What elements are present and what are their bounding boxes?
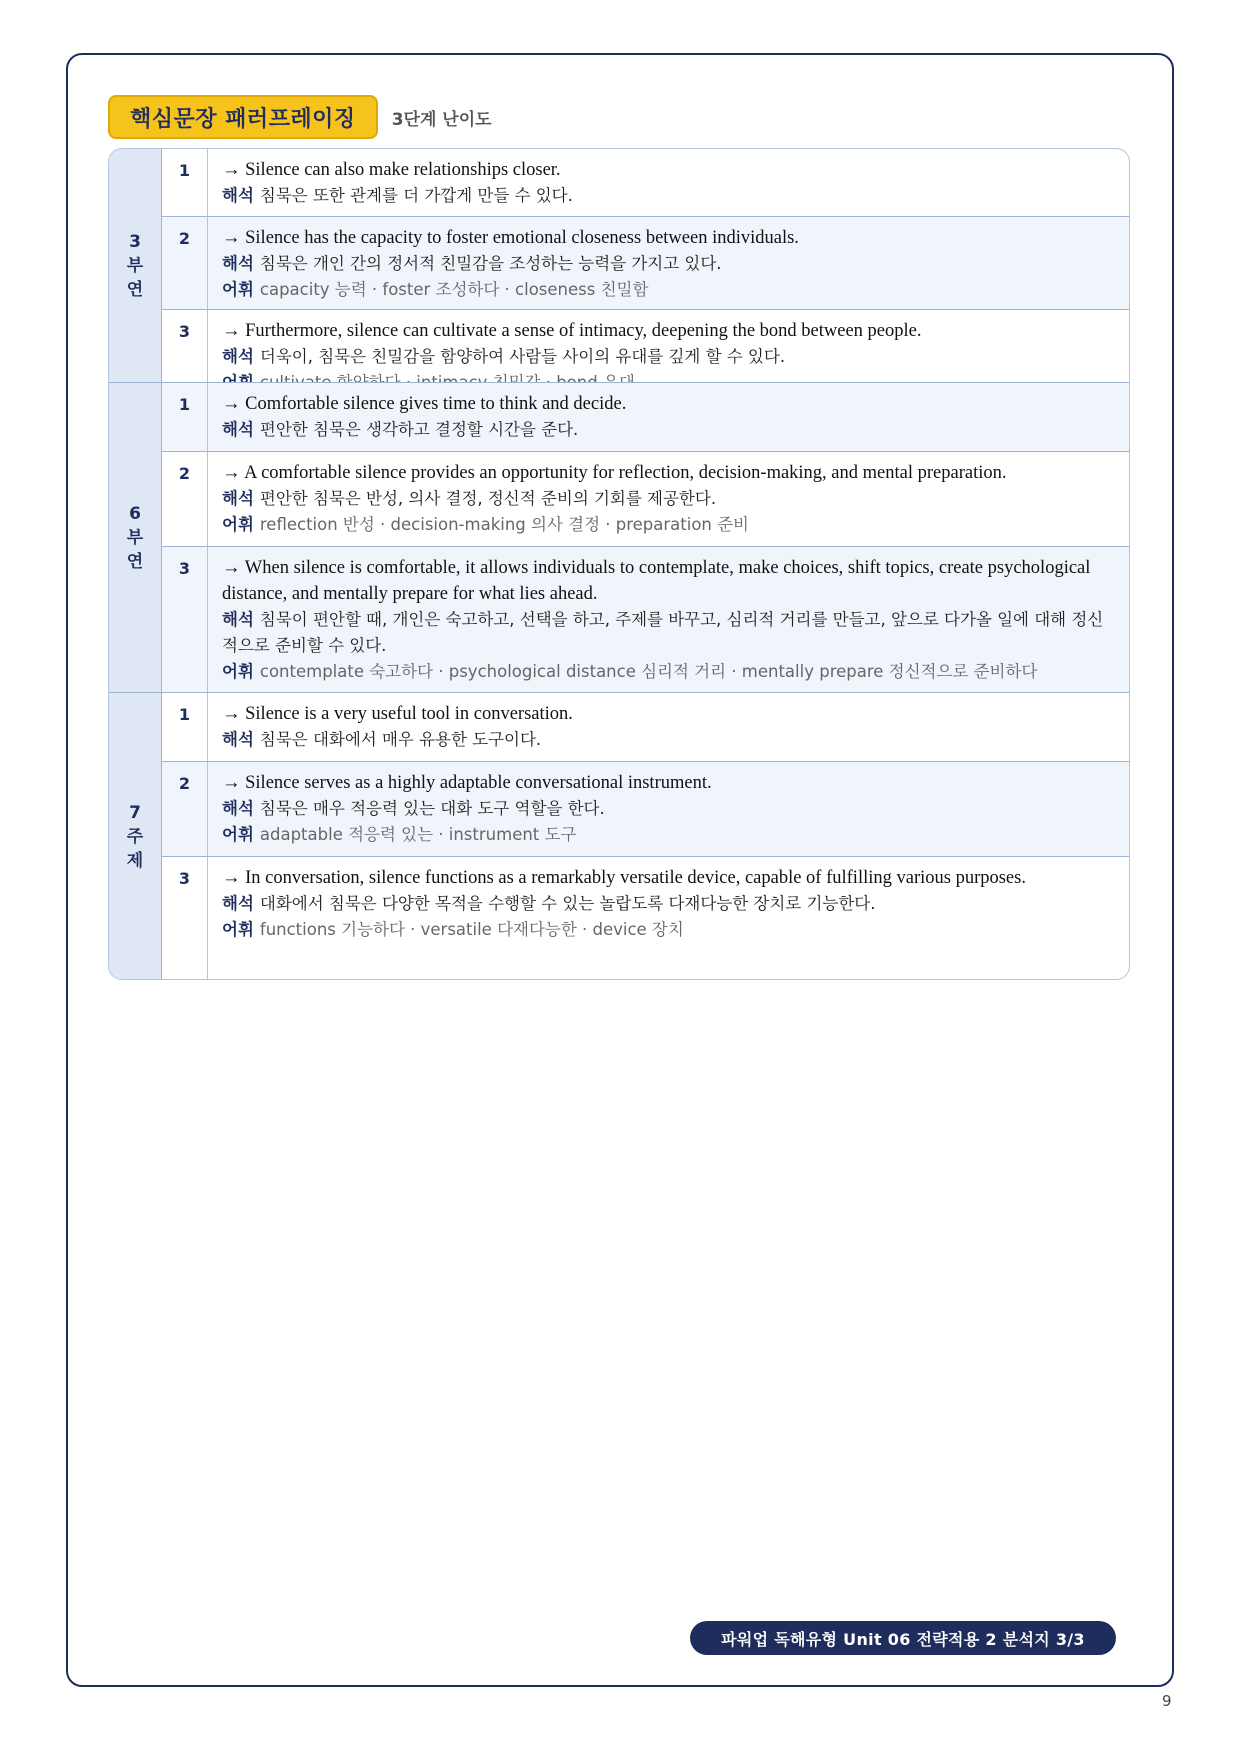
group-paragraph-6 [109, 382, 1130, 692]
korean-translation: 침묵은 개인 간의 정서적 친밀감을 조성하는 능력을 가지고 있다. [259, 254, 722, 273]
vocabulary-tag: 어휘 [222, 515, 254, 534]
row-number: 3 [162, 547, 208, 692]
row-number: 2 [162, 452, 208, 546]
korean-translation: 편안한 침묵은 생각하고 결정할 시간을 준다. [259, 420, 579, 439]
footer-unit-label: 파워업 독해유형 Unit 06 전략적용 2 분석지 3/3 [690, 1621, 1116, 1655]
section-title-badge: 핵심문장 패러프레이징 [108, 95, 378, 139]
interpretation-tag: 해석 [222, 254, 254, 273]
english-sentence: → Silence serves as a highly adaptable conversational instrument. [222, 773, 712, 793]
sentence-row [162, 546, 1130, 692]
group-label: 6 부 연 [109, 383, 162, 692]
korean-translation: 침묵은 매우 적응력 있는 대화 도구 역할을 한다. [259, 799, 605, 818]
vocabulary-list: functions 기능하다 · versatile 다재다능한 · device 장치 [259, 920, 684, 939]
english-sentence: → A comfortable silence provides an opportunity for reflection, decision-making, and mental preparation. [222, 463, 1007, 483]
interpretation-tag: 해석 [222, 489, 254, 508]
sentence-row [162, 761, 1130, 856]
english-sentence: → Silence is a very useful tool in conversation. [222, 704, 573, 724]
interpretation-tag: 해석 [222, 347, 254, 366]
group-label: 7 주 제 [109, 693, 162, 980]
english-sentence: → Comfortable silence gives time to think and decide. [222, 394, 627, 414]
sentence-row [162, 856, 1130, 980]
interpretation-tag: 해석 [222, 186, 254, 205]
korean-translation: 침묵은 또한 관계를 더 가깝게 만들 수 있다. [259, 186, 573, 205]
vocabulary-list: contemplate 숙고하다 · psychological distance 심리적 거리 · mentally prepare 정신적으로 준비하다 [259, 662, 1038, 681]
korean-translation: 침묵은 대화에서 매우 유용한 도구이다. [259, 730, 542, 749]
interpretation-tag: 해석 [222, 799, 254, 818]
sentence-row [162, 149, 1130, 216]
section-header [108, 95, 492, 139]
vocabulary-list: reflection 반성 · decision-making 의사 결정 · preparation 준비 [259, 515, 750, 534]
row-number: 3 [162, 310, 208, 382]
difficulty-level: 3단계 난이도 [391, 109, 492, 130]
page-number: 9 [1162, 1692, 1172, 1710]
interpretation-tag: 해석 [222, 894, 254, 913]
korean-translation: 편안한 침묵은 반성, 의사 결정, 정신적 준비의 기회를 제공한다. [259, 489, 717, 508]
korean-translation: 침묵이 편안할 때, 개인은 숙고하고, 선택을 하고, 주제를 바꾸고, 심리적 거리를 만들고, 앞으로 다가올 일에 대해 정신적으로 준비할 수 있다. [222, 610, 1104, 655]
interpretation-tag: 해석 [222, 610, 254, 629]
interpretation-tag: 해석 [222, 420, 254, 439]
row-number: 3 [162, 857, 208, 980]
row-number: 1 [162, 383, 208, 451]
korean-translation: 대화에서 침묵은 다양한 목적을 수행할 수 있는 놀랍도록 다재다능한 장치로 기능한다. [259, 894, 876, 913]
vocabulary-tag: 어휘 [222, 825, 254, 844]
vocabulary-list: capacity 능력 · foster 조성하다 · closeness 친밀함 [259, 280, 649, 299]
sentence-row [162, 216, 1130, 309]
sentence-row [162, 693, 1130, 761]
vocabulary-list: adaptable 적응력 있는 · instrument 도구 [259, 825, 577, 844]
row-number: 2 [162, 762, 208, 856]
group-theme-7 [109, 692, 1130, 980]
english-sentence: → Silence can also make relationships closer. [222, 160, 561, 180]
interpretation-tag: 해석 [222, 730, 254, 749]
vocabulary-tag: 어휘 [222, 920, 254, 939]
sentence-row [162, 383, 1130, 451]
group-paragraph-3 [109, 149, 1130, 382]
row-number: 2 [162, 217, 208, 309]
row-number: 1 [162, 693, 208, 761]
korean-translation: 더욱이, 침묵은 친밀감을 함양하여 사람들 사이의 유대를 깊게 할 수 있다. [259, 347, 786, 366]
vocabulary-tag: 어휘 [222, 662, 254, 681]
english-sentence: → When silence is comfortable, it allows individuals to contemplate, make choices, shift topics, create psychological distance, and mentally prepare for what lies ahead. [222, 558, 1091, 604]
vocabulary-tag: 어휘 [222, 280, 254, 299]
paraphrase-table [108, 148, 1130, 980]
group-label: 3 부 연 [109, 149, 162, 382]
sentence-row [162, 451, 1130, 546]
english-sentence: → Silence has the capacity to foster emotional closeness between individuals. [222, 228, 799, 248]
english-sentence: → Furthermore, silence can cultivate a sense of intimacy, deepening the bond between people. [222, 321, 922, 341]
row-number: 1 [162, 149, 208, 216]
sentence-row [162, 309, 1130, 382]
english-sentence: → In conversation, silence functions as a remarkably versatile device, capable of fulfilling various purposes. [222, 868, 1026, 888]
